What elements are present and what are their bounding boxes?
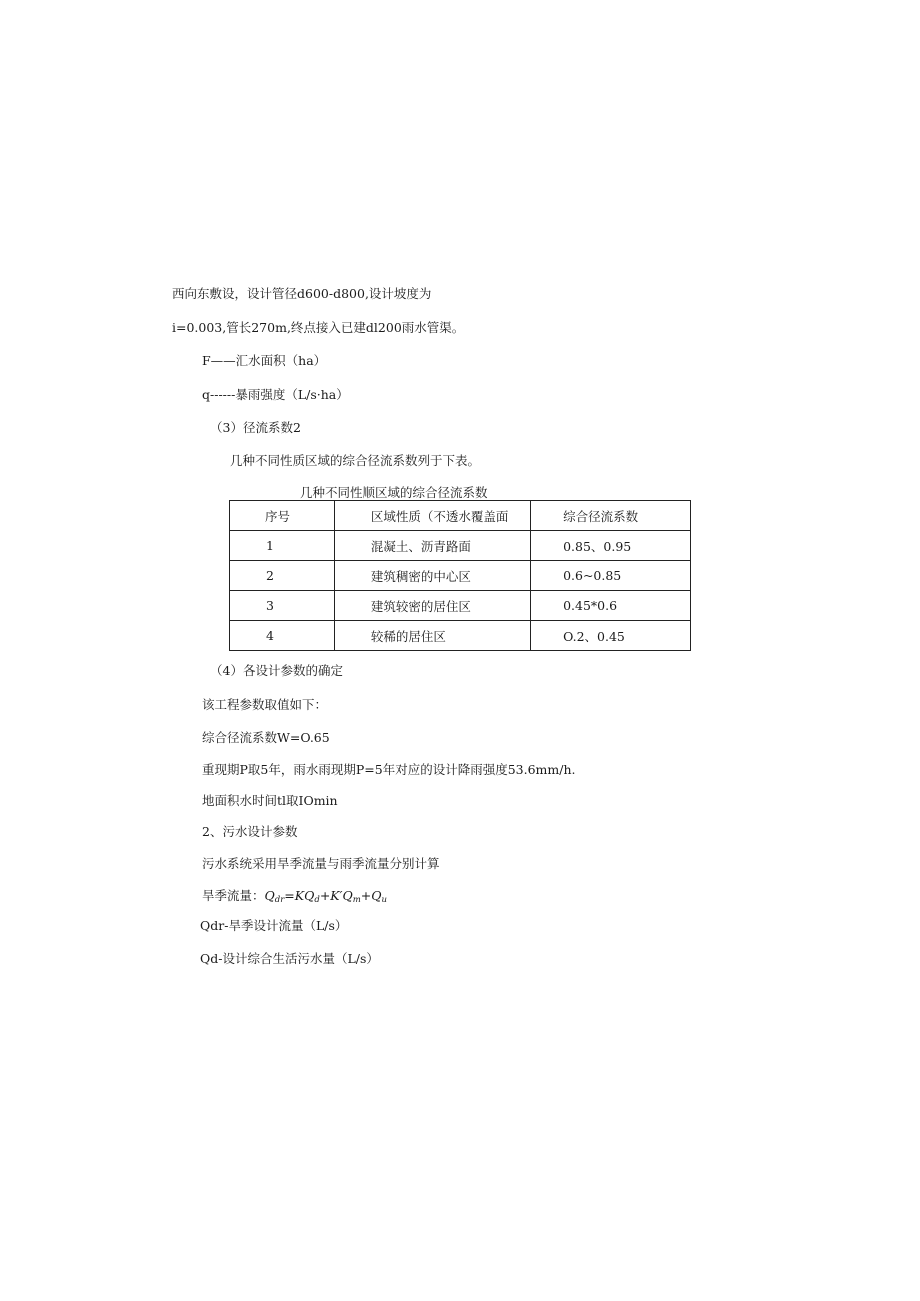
formula-q: Q — [264, 888, 275, 903]
table-row — [230, 621, 691, 651]
table-row — [230, 531, 691, 561]
params-intro: 该工程参数取值如下： — [202, 697, 328, 712]
runoff-coefficient-table — [229, 500, 691, 651]
formula-qu: Q — [371, 888, 382, 903]
row-coefficient: 0.85、0.95 — [531, 531, 691, 561]
paragraph-line-1: 西向东敷设，设计管径d600-d800,设计坡度为 — [172, 286, 432, 301]
formula-qu-sub: u — [381, 895, 388, 905]
table-caption: 几种不同性顺区域的综合径流系数 — [300, 485, 488, 500]
row-area-type: 建筑较密的居住区 — [334, 591, 530, 621]
row-area-type: 较稀的居住区 — [334, 621, 530, 651]
formula-kqd: KQ — [294, 888, 315, 903]
formula-kqd-sub: d — [314, 895, 320, 905]
row-coefficient: 0.6~0.85 — [531, 561, 691, 591]
table-header-row — [230, 501, 691, 531]
dry-season-formula — [202, 888, 387, 908]
formula-kqm-sub: m — [352, 895, 361, 905]
formula-eq: = — [284, 888, 295, 903]
paragraph-line-2: i=0.003,管长270m,终点接入已建dl200雨水管渠。 — [172, 320, 465, 335]
header-coefficient: 综合径流系数 — [531, 501, 691, 531]
header-area-type: 区域性质（不透水覆盖面 — [334, 501, 530, 531]
table-row — [230, 561, 691, 591]
section-heading-4: （4）各设计参数的确定 — [210, 663, 343, 678]
header-index: 序号 — [230, 501, 335, 531]
formula-plus-2: + — [360, 888, 372, 903]
param-runoff: 综合径流系数W=O.65 — [202, 730, 330, 745]
row-index: 3 — [230, 591, 335, 621]
row-area-type: 建筑稠密的中心区 — [334, 561, 530, 591]
formula-plus-1: + — [319, 888, 331, 903]
definition-q: q------暴雨强度（L/s·ha） — [202, 387, 349, 402]
row-index: 2 — [230, 561, 335, 591]
formula-q-sub: dr — [274, 895, 285, 905]
sewage-intro: 污水系统采用旱季流量与雨季流量分别计算 — [202, 856, 440, 871]
formula-prefix: 旱季流量： — [202, 888, 265, 903]
definition-qd: Qd-设计综合生活污水量（L/s） — [200, 951, 379, 966]
row-index: 4 — [230, 621, 335, 651]
section-heading-3: （3）径流系数2 — [210, 420, 301, 435]
definition-qdr: Qdr-旱季设计流量（L/s） — [200, 918, 348, 933]
row-area-type: 混凝土、沥青路面 — [334, 531, 530, 561]
definition-f: F——汇水面积（ha） — [202, 353, 327, 368]
param-return-period: 重现期P取5年，雨水雨现期P=5年对应的设计降雨强度53.6mm/h. — [202, 762, 576, 777]
param-ponding-time: 地面积水时间tl取IOmin — [202, 793, 338, 808]
row-coefficient: 0.45*0.6 — [531, 591, 691, 621]
formula-kqm: K′Q — [330, 888, 353, 903]
row-coefficient: O.2、0.45 — [531, 621, 691, 651]
row-index: 1 — [230, 531, 335, 561]
table-intro: 几种不同性质区域的综合径流系数列于下表。 — [230, 453, 481, 468]
section-heading-sewage: 2、污水设计参数 — [202, 824, 298, 839]
table-row — [230, 591, 691, 621]
